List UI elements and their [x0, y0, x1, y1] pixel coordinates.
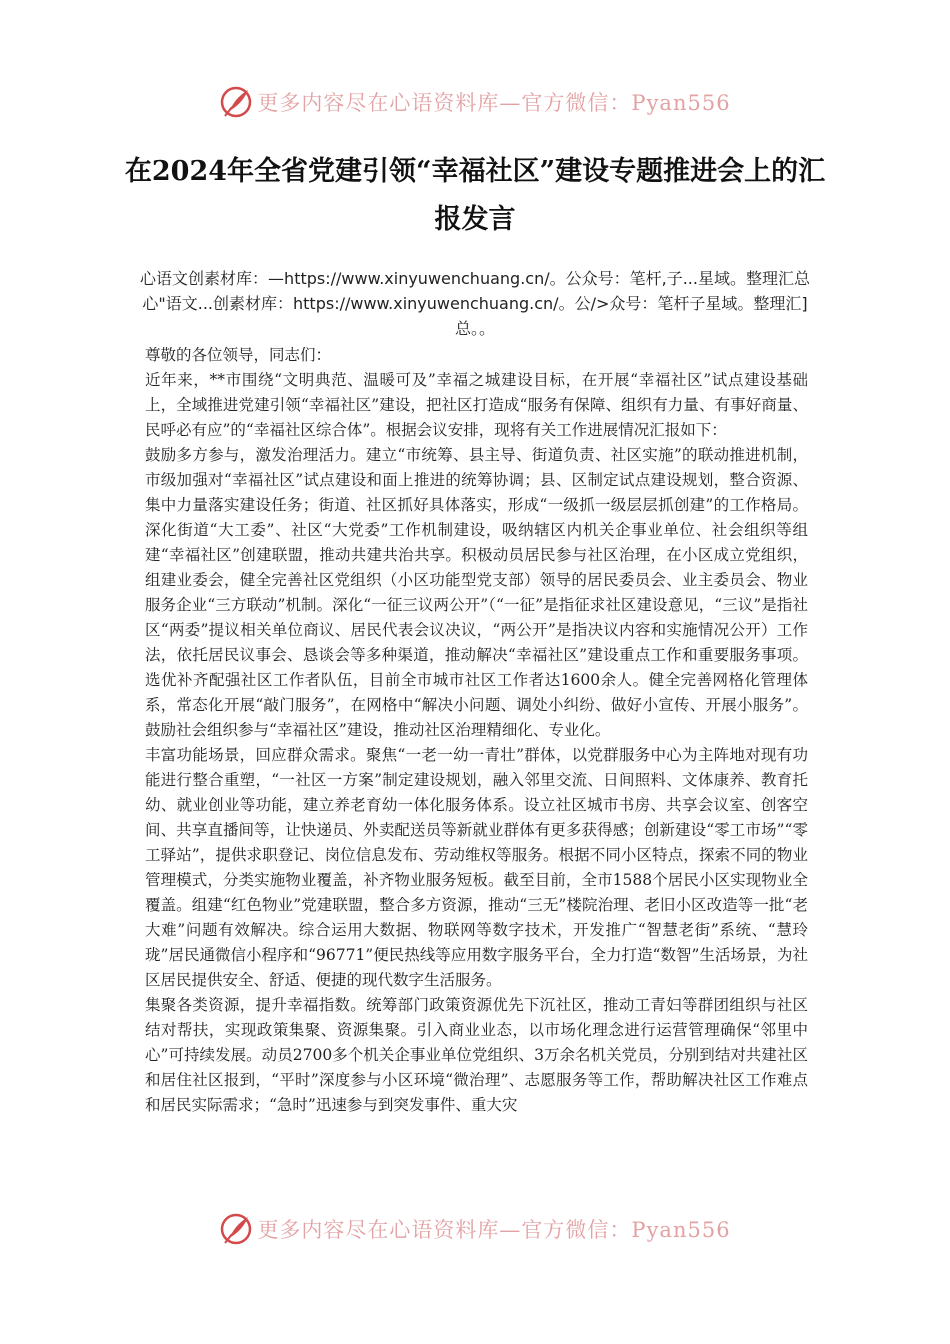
footer-banner: [0, 1209, 950, 1249]
quill-logo-icon: [219, 1212, 253, 1246]
quill-logo-icon: [219, 85, 253, 119]
body-paragraph: 集聚各类资源，提升幸福指数。统筹部门政策资源优先下沉社区，推动工青妇等群团组织与社区结对帮扶，实现政策集聚、资源集聚。引入商业业态，以市场化理念进行运营管理确保“邻里中心”可持续发展。动员2700多个机关企事业单位党组织、3万余名机关党员，分别到结对共建社区和居住社区报到，“平时”深度参与小区环境“微治理”、志愿服务等工作，帮助解决社区工作难点和居民实际需求；“急时”迅速参与到突发事件、重大灾: [145, 996, 808, 1114]
body-paragraph: 近年来，**市围绕“文明典范、温暖可及”幸福之城建设目标，在开展“幸福社区”试点建设基础上，全域推进党建引领“幸福社区”建设，把社区打造成“服务有保障、组织有力量、有事好商量、民呼必有应”的“幸福社区综合体”。根据会议安排，现将有关工作进展情况汇报如下：: [145, 371, 808, 439]
header-banner: [0, 82, 950, 122]
source-note: 心语文创素材库：—https://www.xinyuwenchuang.cn/。公众号：笔杆,子...星域。整理汇总心"语文...创素材库：https://www.xinyuwenchuang.cn/。公/>众号：笔杆子星域。整理汇]总。。: [140, 269, 810, 338]
document-body: [145, 343, 808, 1118]
salutation: 尊敬的各位领导，同志们：: [145, 346, 332, 364]
body-paragraph: 鼓励多方参与，激发治理活力。建立“市统筹、县主导、街道负责、社区实施”的联动推进机制，市级加强对“幸福社区”试点建设和面上推进的统筹协调；县、区制定试点建设规划，整合资源、集中力量落实建设任务；街道、社区抓好具体落实，形成“一级抓一级层层抓创建”的工作格局。深化街道“大工委”、社区“大党委”工作机制建设，吸纳辖区内机关企事业单位、社会组织等组建“幸福社区”创建联盟，推动共建共治共享。积极动员居民参与社区治理，在小区成立党组织，组建业委会，健全完善社区党组织（小区功能型党支部）领导的居民委员会、业主委员会、物业服务企业“三方联动”机制。深化“一征三议两公开”（“一征”是指征求社区建设意见，“三议”是指社区“两委”提议相关单位商议、居民代表会议决议，“两公开”是指决议内容和实施情况公开）工作法，依托居民议事会、恳谈会等多种渠道，推动解决“幸福社区”建设重点工作和重要服务事项。选优补齐配强社区工作者队伍，目前全市城市社区工作者达1600余人。健全完善网格化管理体系，常态化开展“敲门服务”，在网格中“解决小问题、调处小纠纷、做好小宣传、开展小服务”。鼓励社会组织参与“幸福社区”建设，推动社区治理精细化、专业化。: [145, 446, 808, 739]
document-title: 在2024年全省党建引领“幸福社区”建设专题推进会上的汇报发言: [124, 156, 826, 235]
banner-text: 更多内容尽在心语资料库—官方微信：Pyan556: [257, 1218, 731, 1242]
banner-text: 更多内容尽在心语资料库—官方微信：Pyan556: [257, 91, 731, 115]
body-paragraph: 丰富功能场景，回应群众需求。聚焦“一老一幼一青壮”群体，以党群服务中心为主阵地对现有功能进行整合重塑，“一社区一方案”制定建设规划，融入邻里交流、日间照料、文体康养、教育托幼、就业创业等功能，建立养老育幼一体化服务体系。设立社区城市书房、共享会议室、创客空间、共享直播间等，让快递员、外卖配送员等新就业群体有更多获得感；创新建设“零工市场”“零工驿站”，提供求职登记、岗位信息发布、劳动维权等服务。根据不同小区特点，探索不同的物业管理模式，分类实施物业覆盖，补齐物业服务短板。截至目前，全市1588个居民小区实现物业全覆盖。组建“红色物业”党建联盟，整合多方资源，推动“三无”楼院治理、老旧小区改造等一批“老大难”问题有效解决。综合运用大数据、物联网等数字技术，开发推广“智慧老街”系统、“慧玲珑”居民通微信小程序和“96771”便民热线等应用数字服务平台，全力打造“数智”生活场景，为社区居民提供安全、舒适、便捷的现代数字生活服务。: [145, 746, 808, 989]
